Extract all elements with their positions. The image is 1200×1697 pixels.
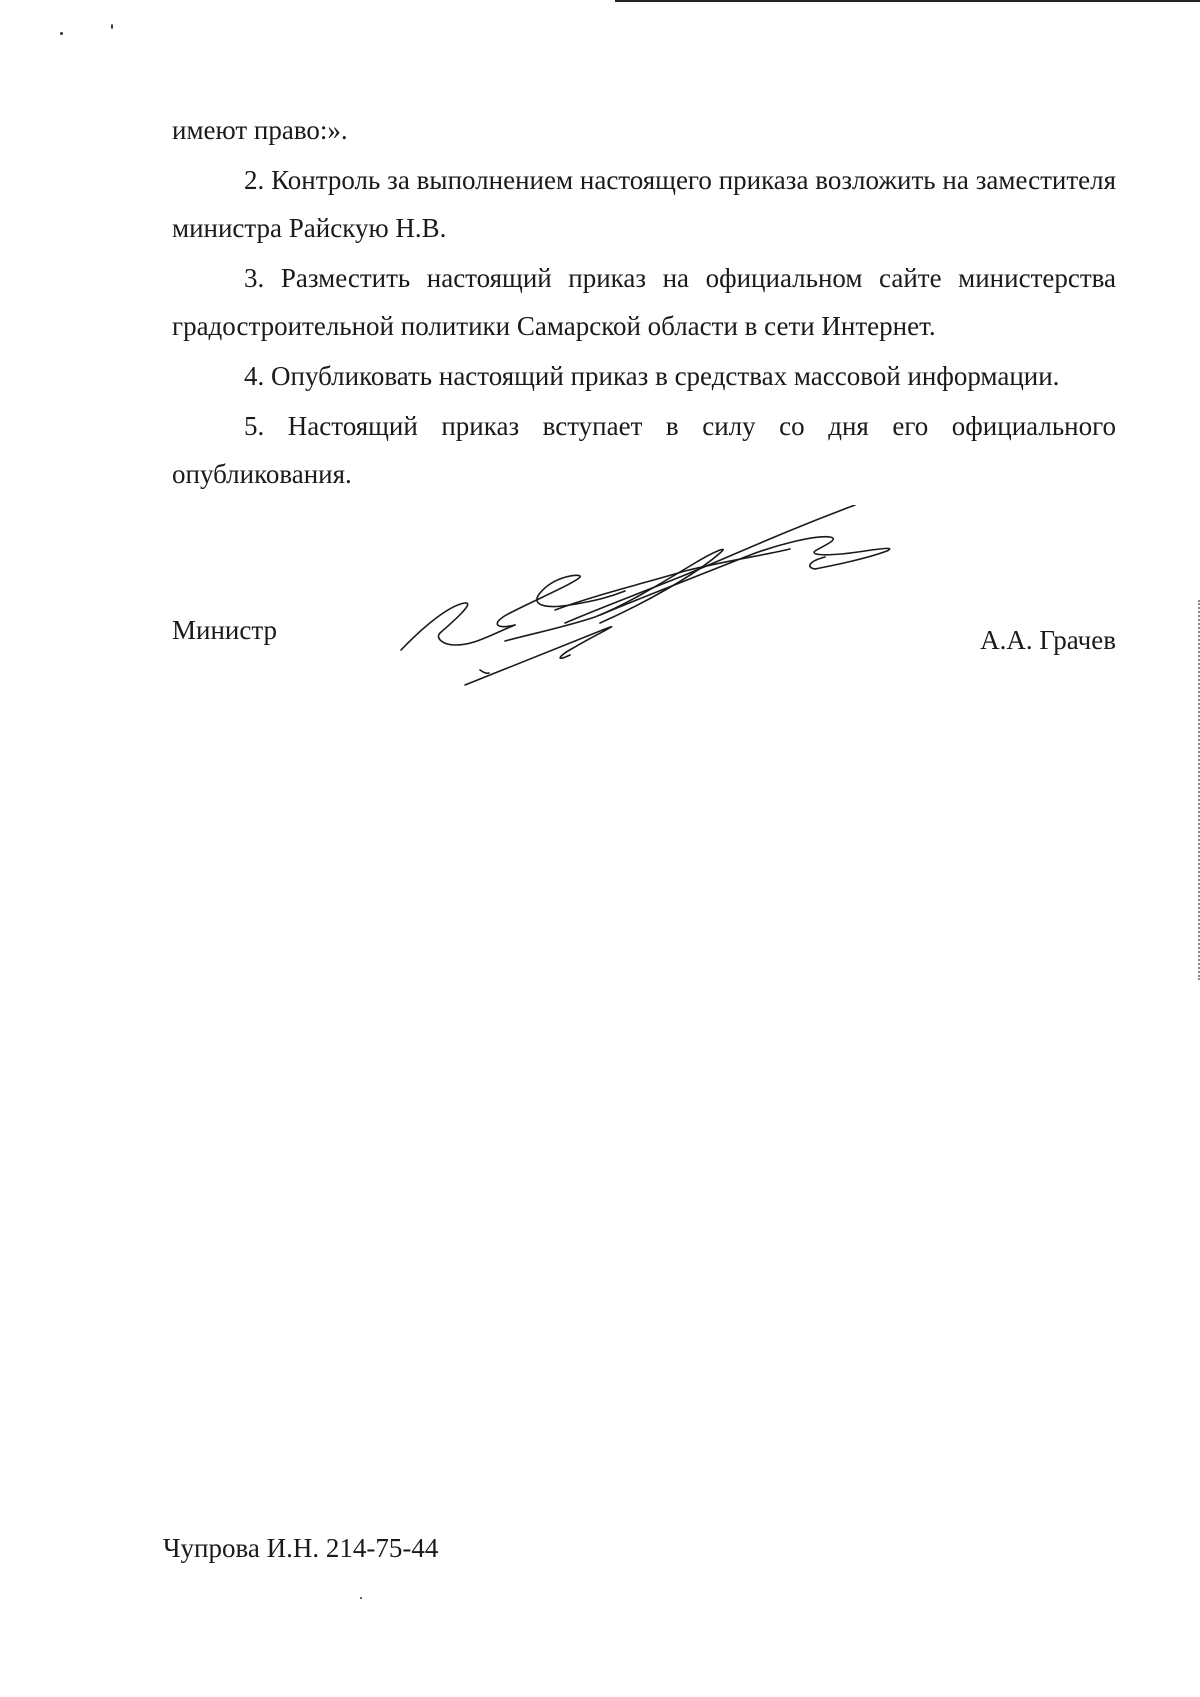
document-body [172,106,1116,498]
signatory-name: А.А. Грачев [980,625,1116,655]
intro-fragment: имеют право:». [172,115,348,145]
order-item-4 [172,352,1116,400]
handwritten-signature [395,505,915,690]
item-number: 2. [244,165,265,195]
item-text: Разместить настоящий приказ на официальном сайте министерства градостроительной политики Самарской области в сети Интернет. [172,263,1117,341]
top-edge-rule [615,0,1200,2]
order-item-3 [172,254,1116,350]
item-number: 4. [244,361,265,391]
order-item-5 [172,402,1116,498]
item-text: Настоящий приказ вступает в силу со дня его официального опубликования. [172,411,1116,489]
scan-speck [111,24,113,29]
item-number: 5. [244,411,265,441]
item-text: Опубликовать настоящий приказ в средствах массовой информации. [271,361,1060,391]
executor-contact: Чупрова И.Н. 214-75-44 [163,1533,439,1563]
scan-speck [60,32,63,35]
scan-speck [360,1597,362,1599]
order-item-2 [172,156,1116,252]
item-number: 3. [244,263,265,293]
item-text: Контроль за выполнением настоящего приказа возложить на заместителя министра Райскую Н.В. [172,165,1117,243]
scan-edge-marks [1192,600,1200,980]
signatory-title: Министр [172,615,277,645]
